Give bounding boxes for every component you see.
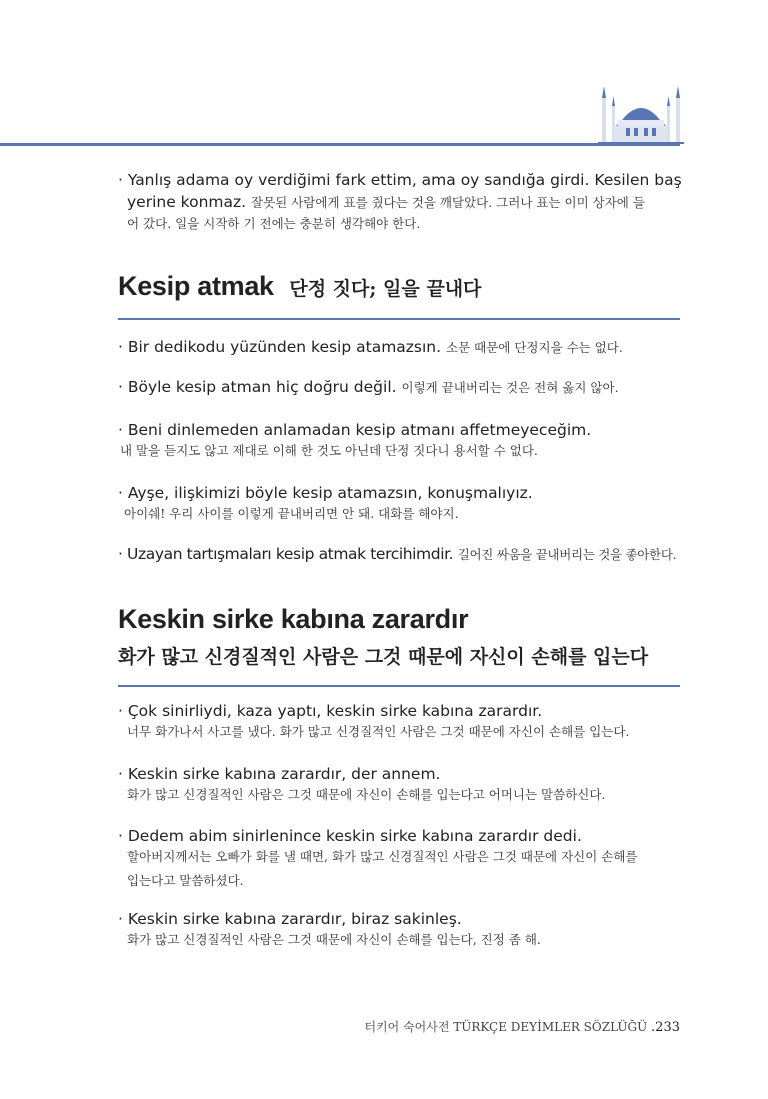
example-korean: 화가 많고 신경질적인 사람은 그것 때문에 자신이 손해를 입는다, 진정 좀 해. xyxy=(127,932,541,947)
header-rule xyxy=(0,143,680,146)
example-turkish: · Dedem abim sinirlenince keskin sirke kabına zarardır dedi. xyxy=(118,827,582,845)
example-turkish: · Yanlış adama oy verdiğimi fark ettim, ama oy sandığa girdi. Kesilen baş xyxy=(118,171,682,189)
example-turkish: · Çok sinirliydi, kaza yaptı, keskin sirke kabına zarardır. xyxy=(118,702,543,720)
example-turkish: · Bir dedikodu yüzünden kesip atamazsın. xyxy=(118,338,442,356)
example-turkish: · Keskin sirke kabına zarardır, der annem. xyxy=(118,765,441,783)
page-number: .233 xyxy=(651,1020,680,1035)
example-korean: 할아버지께서는 오빠가 화를 낼 때면, 화가 많고 신경질적인 사람은 그것 때문에 자신이 손해를 xyxy=(127,849,638,864)
example-item xyxy=(118,543,683,566)
example-korean: 화가 많고 신경질적인 사람은 그것 때문에 자신이 손해를 입는다고 어머니는 말씀하신다. xyxy=(127,787,606,802)
example-turkish: · Ayşe, ilişkimizi böyle kesip atamazsın, konuşmalıyız. xyxy=(118,484,533,502)
footer-title: 터키어 숙어사전 TÜRKÇE DEYİMLER SÖZLÜĞÜ xyxy=(364,1020,648,1034)
idiom-heading xyxy=(118,271,481,302)
example-korean: 잘못된 사람에게 표를 줬다는 것을 깨달았다. 그러나 표는 이미 상자에 들 xyxy=(251,195,645,210)
example-korean: 어 갔다. 일을 시작하 기 전에는 충분히 생각해야 한다. xyxy=(127,216,421,231)
example-korean: 이렇게 끝내버리는 것은 전혀 옳지 않아. xyxy=(401,380,619,395)
example-item xyxy=(118,419,683,461)
example-turkish: · Keskin sirke kabına zarardır, biraz sakinleş. xyxy=(118,910,462,928)
example-item xyxy=(118,336,683,359)
example-turkish: · Böyle kesip atman hiç doğru değil. xyxy=(118,378,397,396)
example-korean: 길어진 싸움을 끝내버리는 것을 좋아한다. xyxy=(457,547,677,562)
example-item xyxy=(118,700,683,742)
idiom-heading xyxy=(118,604,468,635)
example-korean: 입는다고 말씀하셨다. xyxy=(127,873,244,888)
example-item xyxy=(118,482,683,524)
idiom-title-turkish: Kesip atmak xyxy=(118,271,274,301)
idiom-title-turkish: Keskin sirke kabına zarardır xyxy=(118,604,469,634)
idiom-title-korean: 단정 짓다; 일을 끝내다 xyxy=(289,278,482,300)
example-turkish: · Uzayan tartışmaları kesip atmak tercihimdir. xyxy=(118,545,454,563)
page-footer xyxy=(364,1018,680,1035)
top-entry xyxy=(118,169,683,234)
section-divider xyxy=(118,318,680,320)
example-turkish: yerine konmaz. xyxy=(127,193,247,211)
example-korean: 아이쉐! 우리 사이를 이렇게 끝내버리면 안 돼. 대화를 해야지. xyxy=(124,506,459,521)
example-item xyxy=(118,763,683,805)
example-korean: 소문 때문에 단정지을 수는 없다. xyxy=(446,340,623,355)
example-korean: 내 말을 듣지도 않고 제대로 이해 한 것도 아닌데 단정 짓다니 용서할 수 없다. xyxy=(120,443,538,458)
example-turkish: · Beni dinlemeden anlamadan kesip atmanı affetmeyeceğim. xyxy=(118,421,592,439)
mosque-icon xyxy=(598,80,684,144)
example-item xyxy=(118,825,683,891)
idiom-title-korean: 화가 많고 신경질적인 사람은 그것 때문에 자신이 손해를 입는다 xyxy=(118,646,649,668)
example-korean: 너무 화가나서 사고를 냈다. 화가 많고 신경질적인 사람은 그것 때문에 자신이 손해를 입는다. xyxy=(127,724,630,739)
section-divider xyxy=(118,685,680,687)
example-item xyxy=(118,908,683,950)
example-item xyxy=(118,376,683,399)
